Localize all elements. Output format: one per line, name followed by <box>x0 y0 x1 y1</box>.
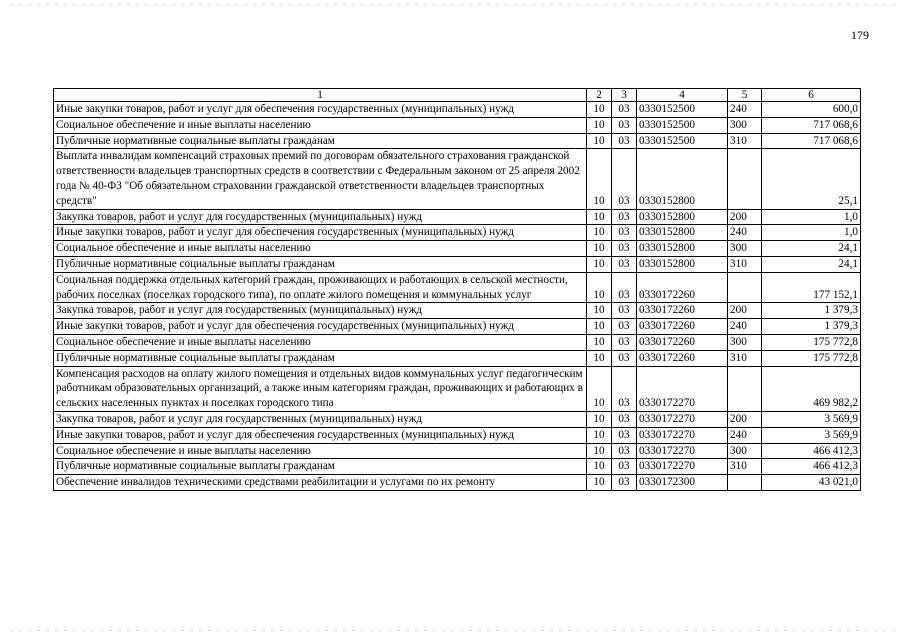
row-amount: 24,1 <box>762 241 861 257</box>
header-col-expense-type: 5 <box>728 89 762 102</box>
row-expense-type <box>728 475 762 491</box>
row-target-code: 0330172260 <box>637 303 728 319</box>
row-section: 10 <box>587 366 612 411</box>
row-name: Иные закупки товаров, работ и услуг для обеспечения государственных (муниципальных) нужд <box>54 225 587 241</box>
row-target-code: 0330152500 <box>637 102 728 118</box>
row-section: 10 <box>587 350 612 366</box>
row-section: 10 <box>587 411 612 427</box>
row-target-code: 0330172300 <box>637 475 728 491</box>
row-expense-type <box>728 149 762 209</box>
row-target-code: 0330152500 <box>637 133 728 149</box>
row-target-code: 0330152800 <box>637 149 728 209</box>
row-section: 10 <box>587 133 612 149</box>
row-amount: 466 412,3 <box>762 443 861 459</box>
row-target-code: 0330152800 <box>637 256 728 272</box>
row-name: Компенсация расходов на оплату жилого помещения и отдельных видов коммунальных услуг педагогическим работникам образовательных организаций, а также иным категориям граждан, проживающих и работающих в сельских населенных пунктах и поселках городского типа <box>54 366 587 411</box>
table-row <box>54 319 861 335</box>
row-amount: 175 772,8 <box>762 350 861 366</box>
row-subsection: 03 <box>612 256 637 272</box>
row-expense-type: 300 <box>728 117 762 133</box>
row-expense-type: 240 <box>728 427 762 443</box>
row-expense-type: 300 <box>728 443 762 459</box>
row-expense-type: 310 <box>728 350 762 366</box>
row-expense-type: 240 <box>728 102 762 118</box>
row-expense-type: 300 <box>728 334 762 350</box>
table-row <box>54 366 861 411</box>
row-amount: 175 772,8 <box>762 334 861 350</box>
row-subsection: 03 <box>612 459 637 475</box>
row-target-code: 0330172260 <box>637 319 728 335</box>
row-amount: 1,0 <box>762 225 861 241</box>
row-name: Публичные нормативные социальные выплаты гражданам <box>54 459 587 475</box>
table-row <box>54 427 861 443</box>
row-subsection: 03 <box>612 475 637 491</box>
row-section: 10 <box>587 443 612 459</box>
row-amount: 1 379,3 <box>762 303 861 319</box>
row-expense-type: 200 <box>728 209 762 225</box>
row-expense-type: 200 <box>728 303 762 319</box>
budget-table <box>53 88 861 491</box>
table-row <box>54 149 861 209</box>
row-subsection: 03 <box>612 443 637 459</box>
row-amount: 466 412,3 <box>762 459 861 475</box>
row-target-code: 0330172270 <box>637 459 728 475</box>
table-row <box>54 225 861 241</box>
table-row <box>54 117 861 133</box>
row-target-code: 0330172260 <box>637 350 728 366</box>
row-amount: 24,1 <box>762 256 861 272</box>
row-section: 10 <box>587 319 612 335</box>
row-subsection: 03 <box>612 350 637 366</box>
row-target-code: 0330172260 <box>637 334 728 350</box>
row-name: Выплата инвалидам компенсаций страховых премий по договорам обязательного страхования гражданской ответственности владельцев транспортных средств в соответствии с Федеральным законом от 25 апреля 2002 года № 40-ФЗ "Об обязательном страховании гражданской ответственности владельцев транспортных средств" <box>54 149 587 209</box>
row-expense-type: 300 <box>728 241 762 257</box>
table-row <box>54 443 861 459</box>
table-row <box>54 241 861 257</box>
row-section: 10 <box>587 241 612 257</box>
row-name: Публичные нормативные социальные выплаты гражданам <box>54 256 587 272</box>
row-subsection: 03 <box>612 241 637 257</box>
table-row <box>54 350 861 366</box>
scan-artifact-bottom <box>10 630 895 631</box>
row-amount: 1,0 <box>762 209 861 225</box>
row-subsection: 03 <box>612 149 637 209</box>
table-row <box>54 459 861 475</box>
row-subsection: 03 <box>612 411 637 427</box>
row-target-code: 0330152800 <box>637 225 728 241</box>
page-number: 179 <box>851 28 869 42</box>
row-target-code: 0330172270 <box>637 411 728 427</box>
row-section: 10 <box>587 117 612 133</box>
row-subsection: 03 <box>612 366 637 411</box>
row-section: 10 <box>587 272 612 303</box>
row-subsection: 03 <box>612 272 637 303</box>
row-name: Социальное обеспечение и иные выплаты населению <box>54 334 587 350</box>
header-col-name: 1 <box>54 89 587 102</box>
table-row <box>54 475 861 491</box>
row-section: 10 <box>587 459 612 475</box>
row-amount: 717 068,6 <box>762 117 861 133</box>
row-expense-type: 310 <box>728 133 762 149</box>
row-subsection: 03 <box>612 225 637 241</box>
row-amount: 43 021,0 <box>762 475 861 491</box>
table-row <box>54 334 861 350</box>
row-name: Иные закупки товаров, работ и услуг для обеспечения государственных (муниципальных) нужд <box>54 427 587 443</box>
row-expense-type: 240 <box>728 319 762 335</box>
table-row <box>54 133 861 149</box>
row-subsection: 03 <box>612 319 637 335</box>
row-subsection: 03 <box>612 209 637 225</box>
table-row <box>54 303 861 319</box>
row-name: Иные закупки товаров, работ и услуг для обеспечения государственных (муниципальных) нужд <box>54 102 587 118</box>
row-section: 10 <box>587 102 612 118</box>
row-expense-type: 200 <box>728 411 762 427</box>
row-target-code: 0330152500 <box>637 117 728 133</box>
row-subsection: 03 <box>612 334 637 350</box>
row-target-code: 0330152800 <box>637 209 728 225</box>
row-subsection: 03 <box>612 133 637 149</box>
row-subsection: 03 <box>612 117 637 133</box>
row-name: Закупка товаров, работ и услуг для государственных (муниципальных) нужд <box>54 411 587 427</box>
header-col-amount: 6 <box>762 89 861 102</box>
table-body <box>54 102 861 491</box>
row-amount: 3 569,9 <box>762 427 861 443</box>
row-name: Социальная поддержка отдельных категорий граждан, проживающих и работающих в сельской местности, рабочих поселках (поселках городского типа), по оплате жилого помещения и коммунальных услуг <box>54 272 587 303</box>
row-section: 10 <box>587 334 612 350</box>
row-name: Закупка товаров, работ и услуг для государственных (муниципальных) нужд <box>54 209 587 225</box>
row-section: 10 <box>587 149 612 209</box>
row-expense-type <box>728 366 762 411</box>
row-amount: 25,1 <box>762 149 861 209</box>
row-target-code: 0330172270 <box>637 427 728 443</box>
row-name: Публичные нормативные социальные выплаты гражданам <box>54 350 587 366</box>
row-section: 10 <box>587 475 612 491</box>
header-col-target-code: 4 <box>637 89 728 102</box>
row-expense-type <box>728 272 762 303</box>
row-expense-type: 310 <box>728 256 762 272</box>
row-name: Закупка товаров, работ и услуг для государственных (муниципальных) нужд <box>54 303 587 319</box>
row-section: 10 <box>587 303 612 319</box>
row-target-code: 0330172270 <box>637 366 728 411</box>
row-target-code: 0330152800 <box>637 241 728 257</box>
table-header <box>54 89 861 102</box>
row-target-code: 0330172270 <box>637 443 728 459</box>
row-name: Социальное обеспечение и иные выплаты населению <box>54 117 587 133</box>
row-amount: 3 569,9 <box>762 411 861 427</box>
table-row <box>54 209 861 225</box>
row-amount: 717 068,6 <box>762 133 861 149</box>
row-name: Социальное обеспечение и иные выплаты населению <box>54 241 587 257</box>
header-row <box>54 89 861 102</box>
table-row <box>54 272 861 303</box>
row-subsection: 03 <box>612 427 637 443</box>
row-name: Публичные нормативные социальные выплаты гражданам <box>54 133 587 149</box>
table-row <box>54 411 861 427</box>
row-section: 10 <box>587 256 612 272</box>
row-target-code: 0330172260 <box>637 272 728 303</box>
row-amount: 1 379,3 <box>762 319 861 335</box>
row-name: Иные закупки товаров, работ и услуг для обеспечения государственных (муниципальных) нужд <box>54 319 587 335</box>
row-subsection: 03 <box>612 102 637 118</box>
table-row <box>54 256 861 272</box>
row-amount: 469 982,2 <box>762 366 861 411</box>
header-col-section: 2 <box>587 89 612 102</box>
row-name: Обеспечение инвалидов техническими средствами реабилитации и услугами по их ремонту <box>54 475 587 491</box>
row-section: 10 <box>587 427 612 443</box>
row-name: Социальное обеспечение и иные выплаты населению <box>54 443 587 459</box>
row-expense-type: 240 <box>728 225 762 241</box>
table-row <box>54 102 861 118</box>
row-subsection: 03 <box>612 303 637 319</box>
row-section: 10 <box>587 209 612 225</box>
header-col-subsection: 3 <box>612 89 637 102</box>
row-amount: 600,0 <box>762 102 861 118</box>
row-section: 10 <box>587 225 612 241</box>
row-amount: 177 152,1 <box>762 272 861 303</box>
row-expense-type: 310 <box>728 459 762 475</box>
scan-artifact-top <box>10 4 895 5</box>
